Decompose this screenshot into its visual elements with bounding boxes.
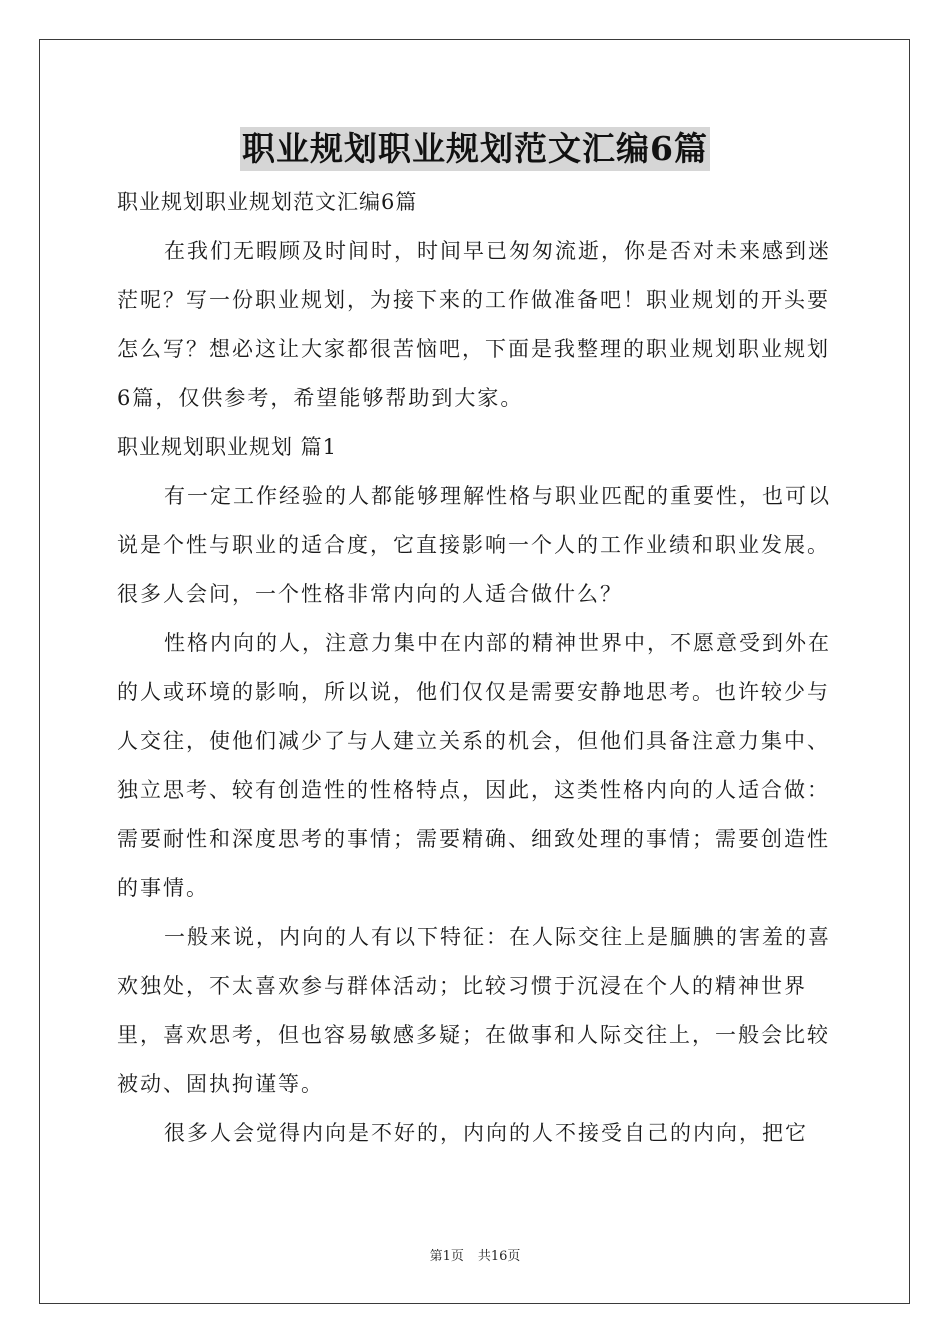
- paragraph-3: 一般来说，内向的人有以下特征：在人际交往上是腼腆的害羞的喜欢独处，不太喜欢参与群体活动；比较习惯于沉浸在个人的精神世界里，喜欢思考，但也容易敏感多疑；在做事和人际交往上，一般会比较被动、固执拘谨等。: [117, 925, 831, 1096]
- paragraph-2: 性格内向的人，注意力集中在内部的精神世界中，不愿意受到外在的人或环境的影响，所以说，他们仅仅是需要安静地思考。也许较少与人交往，使他们减少了与人建立关系的机会，但他们具备注意力集中、独立思考、较有创造性的性格特点，因此，这类性格内向的人适合做：需要耐性和深度思考的事情；需要精确、细致处理的事情；需要创造性的事情。: [117, 631, 831, 900]
- document-subtitle: 职业规划职业规划范文汇编6篇: [117, 190, 418, 214]
- paragraph-1: 有一定工作经验的人都能够理解性格与职业匹配的重要性，也可以说是个性与职业的适合度，它直接影响一个人的工作业绩和职业发展。很多人会问，一个性格非常内向的人适合做什么？: [117, 484, 831, 606]
- document-title: 职业规划职业规划范文汇编6篇: [240, 127, 710, 171]
- page-footer: [0, 1245, 950, 1264]
- title-container: [0, 127, 950, 171]
- page-total: 共16页: [477, 1249, 521, 1264]
- section-heading-1: 职业规划职业规划 篇1: [117, 435, 338, 459]
- paragraph-4: 很多人会觉得内向是不好的，内向的人不接受自己的内向，把它: [164, 1121, 808, 1145]
- intro-paragraph: 在我们无暇顾及时间时，时间早已匆匆流逝，你是否对未来感到迷茫呢？写一份职业规划，为接下来的工作做准备吧！职业规划的开头要怎么写？想必这让大家都很苦恼吧，下面是我整理的职业规划职业规划6篇，仅供参考，希望能够帮助到大家。: [117, 239, 831, 410]
- document-body: [117, 178, 835, 1158]
- page-number: 第1页: [429, 1249, 464, 1264]
